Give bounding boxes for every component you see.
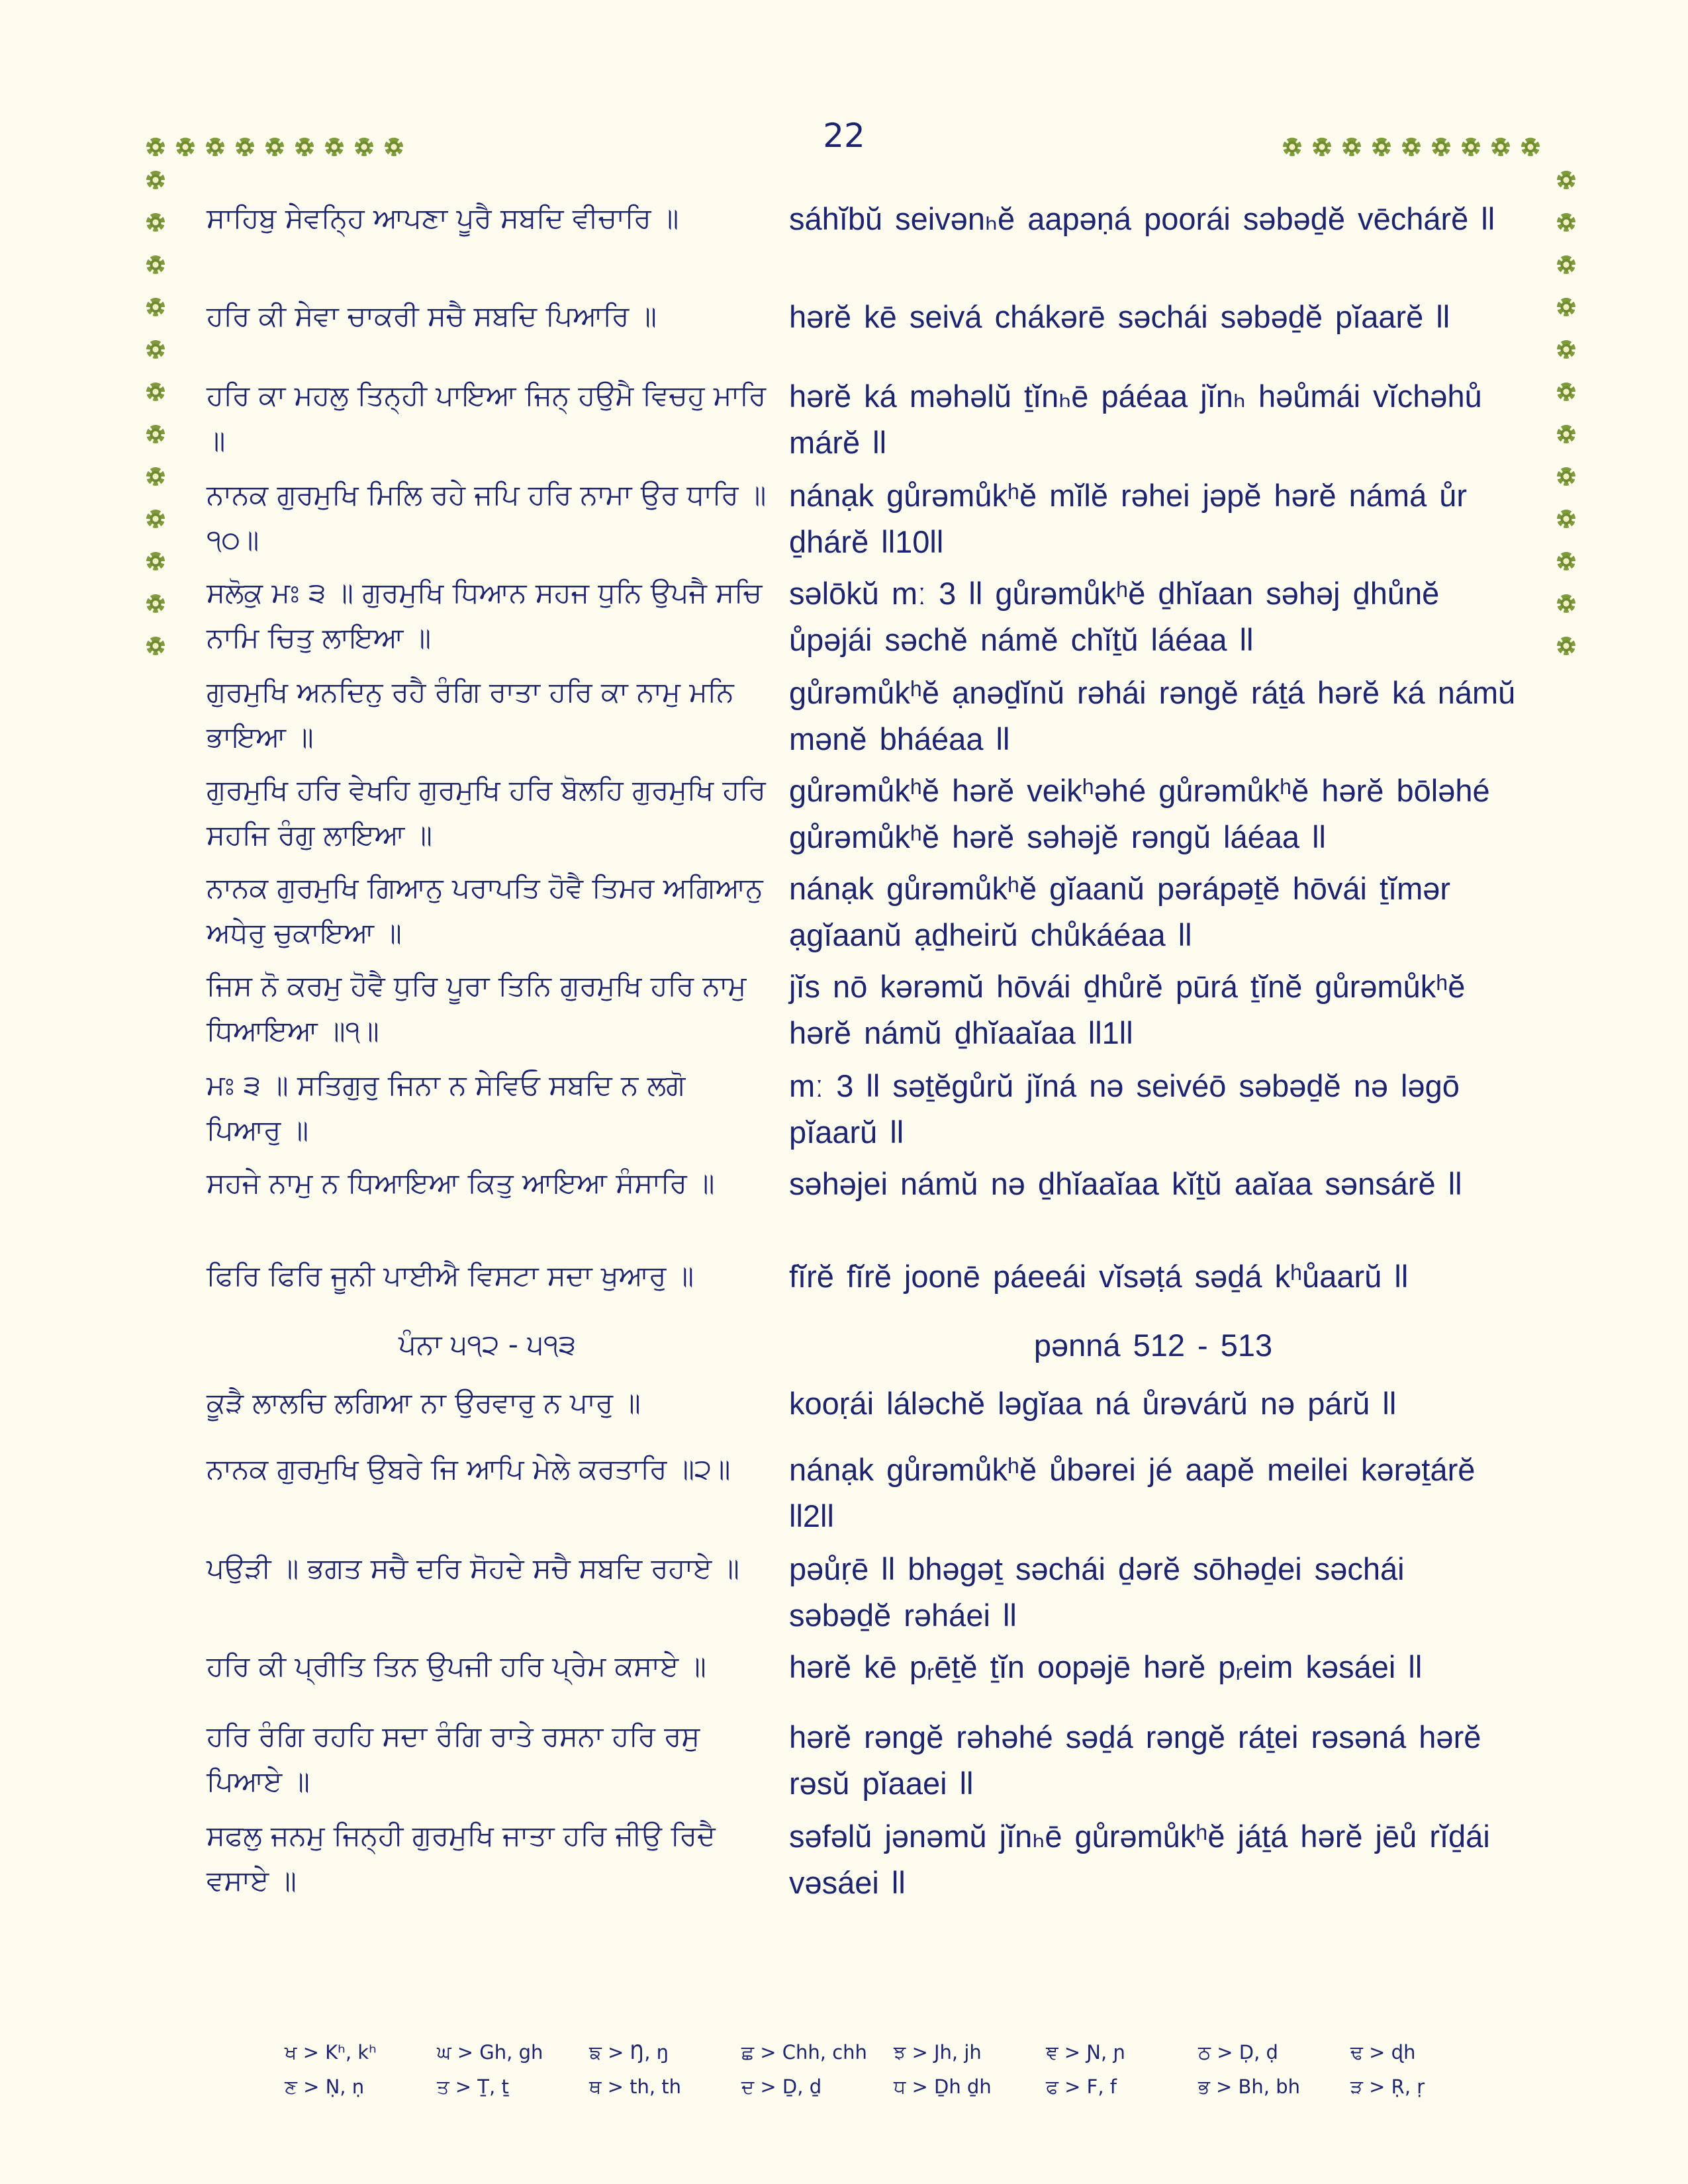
top-right-flower-border [1281,136,1542,158]
flower-ornament-icon [144,169,167,191]
flower-ornament-icon [144,592,167,615]
page-reference-transliteration: pənná 512 - 513 [1033,1328,1273,1363]
transliteration-line: kooṛái láləchĕ ləgĭaa ná ůrəvárŭ nə párŭ ll [789,1386,1397,1421]
legend-entry: ਠ > Ḍ, ḍ [1198,2040,1278,2064]
flower-ornament-icon [1370,136,1393,158]
flower-ornament-icon [144,211,167,234]
verse-row [207,196,1517,294]
legend-entry: ਭ > Bh, bh [1198,2075,1301,2098]
flower-ornament-icon [144,550,167,572]
verse-row [207,1161,1517,1253]
transliteration-line: səhəjei námŭ nə ḏhĭaaĭaa kĭṯŭ aaĭaa sənsárĕ ll [789,1166,1462,1201]
flower-ornament-icon [1555,423,1577,445]
page-reference-gurmukhi: ਪੰਨਾ ੫੧੨ - ੫੧੩ [399,1328,576,1361]
gurmukhi-line: ਹਰਿ ਕਾ ਮਹਲੁ ਤਿਨ੍ਹੀ ਪਾਇਆ ਜਿਨ੍ ਹਉਮੈ ਵਿਚਹੁ ਮਾਰਿ ॥ [207,379,767,457]
flower-ornament-icon [1555,550,1577,572]
legend-entry: ਘ > Gh, gh [437,2040,543,2064]
flower-ornament-icon [1460,136,1482,158]
verse-row [207,964,1517,1063]
legend-entry: ਝ > Jh, jh [894,2040,982,2064]
transliteration-line: fĭrĕ fĭrĕ joonē páeeái vĭsəṭá səḏá kʰůaarŭ ll [789,1259,1409,1294]
flower-ornament-icon [174,136,197,158]
top-left-flower-border [144,136,405,158]
legend-entry: ਫ > F, f [1046,2075,1117,2098]
verse-row [207,670,1517,768]
flower-ornament-icon [1281,136,1303,158]
flower-ornament-icon [293,136,316,158]
flower-ornament-icon [1430,136,1452,158]
transliteration-line: mː 3 ll səṯĕgůrŭ jĭná nə seivéō səbəḏĕ nə ləgō pĭaarŭ ll [789,1068,1460,1150]
flower-ornament-icon [144,253,167,276]
flower-ornament-icon [1555,169,1577,191]
flower-ornament-icon [1555,381,1577,403]
verse-row [207,1813,1517,1911]
flower-ornament-icon [1519,136,1542,158]
gurmukhi-line: ਸਾਹਿਬੁ ਸੇਵਨ੍ਹਿ ਆਪਣਾ ਪੂਰੈ ਸਬਦਿ ਵੀਚਾਰਿ ॥ [207,202,679,234]
gurmukhi-line: ਜਿਸ ਨੋ ਕਰਮੁ ਹੋਵੈ ਧੁਰਿ ਪੂਰਾ ਤਿਨਿ ਗੁਰਮੁਖਿ ਹਰਿ ਨਾਮੁ ਧਿਆਇਆ ॥੧॥ [207,970,747,1047]
gurmukhi-line: ਸਫਲੁ ਜਨਮੁ ਜਿਨ੍ਹੀ ਗੁਰਮੁਖਿ ਜਾਤਾ ਹਰਿ ਜੀਉ ਰਿਦੈ ਵਸਾਏ ॥ [207,1819,716,1897]
flower-ornament-icon [1555,592,1577,615]
transliteration-line: səfəlŭ jənəmŭ jĭnₕē gůrəmůkʰĕ jáṯá hərĕ jēů rĭḏái vəsáei ll [789,1819,1490,1900]
gurmukhi-line: ਸਹਜੇ ਨਾਮੁ ਨ ਧਿਆਇਆ ਕਿਤੁ ਆਇਆ ਸੰਸਾਰਿ ॥ [207,1167,715,1199]
flower-ornament-icon [144,508,167,530]
flower-ornament-icon [1400,136,1423,158]
gurmukhi-line: ਨਾਨਕ ਗੁਰਮੁਖਿ ਮਿਲਿ ਰਹੇ ਜਪਿ ਹਰਿ ਨਾਮਾ ਉਰ ਧਾਰਿ ॥੧੦॥ [207,478,767,556]
transliteration-line: hərĕ rənɡĕ rəhəhé səḏá rənɡĕ ráṯei rəsəná hərĕ rəsŭ pĭaaei ll [789,1719,1481,1801]
transliteration-line: pəůṛē ll bhəgəṯ səchái ḏərĕ sōhəḏei səchái səbəḏĕ rəháei ll [789,1551,1405,1633]
transliteration-line: gůrəmůkʰĕ ạnəḏĭnŭ rəhái rənɡĕ ráṯá hərĕ ká námŭ mənĕ bháéaa ll [789,675,1516,756]
transliteration-line: nánạk gůrəmůkʰĕ ůbərei jé aapĕ meilei kərəṯárĕ ll2ll [789,1452,1476,1533]
transliteration-line: hərĕ kē seivá chákərē səchái səbəḏĕ pĭaarĕ ll [789,299,1450,334]
flower-ornament-icon [144,136,167,158]
flower-ornament-icon [1555,211,1577,234]
legend-entry: ਙ > Ŋ, ŋ [589,2040,669,2064]
legend-entry: ਞ > Ɲ, ɲ [1046,2040,1126,2064]
legend-entry: ਢ > ɖh [1350,2040,1416,2064]
transliteration-key [285,2035,1503,2104]
transliteration-line: jĭs nō kərəmŭ hōvái ḏhůrĕ pūrá ṯĭnĕ gůrəmůkʰĕ hərĕ námŭ ḏhĭaaĭaa ll1ll [789,969,1466,1050]
flower-ornament-icon [1311,136,1333,158]
flower-ornament-icon [144,635,167,657]
verse-row [207,473,1517,570]
transliteration-line: səlōkŭ mː 3 ll gůrəmůkʰĕ ḏhĭaan səhəj ḏhůnĕ ůpəjái səchĕ námĕ chĭṯŭ láéaa ll [789,576,1440,657]
flower-ornament-icon [1340,136,1363,158]
legend-entry: ਛ > Chh, chh [741,2040,867,2064]
legend-entry: ਤ > Ṯ, ṯ [437,2075,509,2098]
verse-row [207,866,1517,964]
verse-row [207,1644,1517,1714]
verse-row [207,570,1517,670]
flower-ornament-icon [1555,508,1577,530]
legend-entry: ਥ > th, th [589,2075,682,2098]
gurmukhi-line: ਮਃ ੩ ॥ ਸਤਿਗੁਰੁ ਜਿਨਾ ਨ ਸੇਵਿਓ ਸਬਦਿ ਨ ਲਗੋ ਪਿਆਰੁ ॥ [207,1069,686,1146]
gurmukhi-line: ਗੁਰਮੁਖਿ ਹਰਿ ਵੇਖਹਿ ਗੁਰਮੁਖਿ ਹਰਿ ਬੋਲਹਿ ਗੁਰਮੁਖਿ ਹਰਿ ਸਹਜਿ ਰੰਗੁ ਲਾਇਆ ॥ [207,774,766,851]
flower-ornament-icon [1555,635,1577,657]
legend-entry: ਖ > Kʰ, kʰ [285,2040,377,2064]
flower-ornament-icon [323,136,346,158]
flower-ornament-icon [144,381,167,403]
gurmukhi-line: ਗੁਰਮੁਖਿ ਅਨਦਿਨੁ ਰਹੈ ਰੰਗਿ ਰਾਤਾ ਹਰਿ ਕਾ ਨਾਮੁ ਮਨਿ ਭਾਇਆ ॥ [207,676,734,753]
legend-entry: ਣ > Ṇ, ṇ [285,2075,365,2098]
verse-row [207,768,1517,866]
flower-ornament-icon [204,136,226,158]
flower-ornament-icon [234,136,256,158]
gurmukhi-line: ਨਾਨਕ ਗੁਰਮੁਖਿ ਗਿਆਨੁ ਪਰਾਪਤਿ ਹੋਵੈ ਤਿਮਰ ਅਗਿਆਨੁ ਅਧੇਰੁ ਚੁਕਾਇਆ ॥ [207,872,763,949]
flower-ornament-icon [383,136,405,158]
transliteration-line: nánạk gůrəmůkʰĕ gĭaanŭ pərápəṯĕ hōvái ṯĭmər ạgĭaanŭ ạḏheirŭ chůkáéaa ll [789,871,1451,952]
legend-entry: ਧ > Ḏh ḏh [894,2075,992,2098]
gurmukhi-line: ਸਲੋਕੁ ਮਃ ੩ ॥ ਗੁਰਮੁਖਿ ਧਿਆਨ ਸਹਜ ਧੁਨਿ ਉਪਜੈ ਸਚਿ ਨਾਮਿ ਚਿਤੁ ਲਾਇਆ ॥ [207,576,763,654]
flower-ornament-icon [1555,296,1577,318]
flower-ornament-icon [1555,253,1577,276]
legend-row [285,2070,1503,2104]
right-flower-border [1555,169,1577,657]
flower-ornament-icon [144,423,167,445]
legend-entry: ੜ > Ṛ, ṛ [1350,2075,1425,2098]
gurmukhi-line: ਪਉੜੀ ॥ ਭਗਤ ਸਚੈ ਦਰਿ ਸੋਹਦੇ ਸਚੈ ਸਬਦਿ ਰਹਾਏ ॥ [207,1552,739,1584]
verse-row [207,1063,1517,1161]
flower-ornament-icon [144,338,167,361]
transliteration-line: gůrəmůkʰĕ hərĕ veikʰəhé gůrəmůkʰĕ hərĕ bōləhé gůrəmůkʰĕ hərĕ səhəjĕ rənɡŭ láéaa ll [789,773,1490,854]
left-flower-border [144,169,167,657]
page-number: 22 [823,116,865,155]
flower-ornament-icon [144,465,167,488]
verse-row [207,1381,1517,1447]
flower-ornament-icon [1489,136,1512,158]
transliteration-line: nánạk gůrəmůkʰĕ mĭlĕ rəhei jəpĕ hərĕ námá ůr ḏhárĕ ll10ll [789,478,1468,559]
legend-row [285,2035,1503,2070]
gurmukhi-line: ਫਿਰਿ ਫਿਰਿ ਜੂਨੀ ਪਾਈਐ ਵਿਸਟਾ ਸਦਾ ਖੁਆਰੁ ॥ [207,1259,694,1292]
verse-table [207,196,1517,1911]
verse-row [207,1447,1517,1546]
legend-entry: ਦ > Ḏ, ḏ [741,2075,822,2098]
transliteration-line: hərĕ kē pᵣēṯĕ ṯĭn oopəjē hərĕ pᵣeim kəsáei ll [789,1649,1423,1684]
gurmukhi-line: ਨਾਨਕ ਗੁਰਮੁਖਿ ਉਬਰੇ ਜਿ ਆਪਿ ਮੇਲੇ ਕਰਤਾਰਿ ॥੨॥ [207,1453,731,1485]
flower-ornament-icon [263,136,286,158]
verse-row [207,294,1517,373]
gurmukhi-line: ਹਰਿ ਕੀ ਸੇਵਾ ਚਾਕਰੀ ਸਚੈ ਸਬਦਿ ਪਿਆਰਿ ॥ [207,300,657,332]
transliteration-line: sáhĭbŭ seivənₕĕ aapəṇá poorái səbəḏĕ vēchárĕ ll [789,201,1495,236]
flower-ornament-icon [353,136,375,158]
gurmukhi-line: ਹਰਿ ਰੰਗਿ ਰਹਹਿ ਸਦਾ ਰੰਗਿ ਰਾਤੇ ਰਸਨਾ ਹਰਿ ਰਸੁ ਪਿਆਏ ॥ [207,1720,700,1797]
flower-ornament-icon [1555,465,1577,488]
transliteration-line: hərĕ ká məhəlŭ ṯĭnₕē páéaa jĭnₕ həůmái vĭchəhů márĕ ll [789,379,1482,460]
gurmukhi-line: ਕੂੜੈ ਲਾਲਚਿ ਲਗਿਆ ਨਾ ਉਰਵਾਰੁ ਨ ਪਾਰੁ ॥ [207,1387,641,1419]
verse-row [207,1253,1517,1322]
verse-row [207,1714,1517,1813]
flower-ornament-icon [1555,338,1577,361]
flower-ornament-icon [144,296,167,318]
verse-row [207,373,1517,473]
verse-row [207,1546,1517,1644]
gurmukhi-line: ਹਰਿ ਕੀ ਪ੍ਰੀਤਿ ਤਿਨ ਉਪਜੀ ਹਰਿ ਪ੍ਰੇਮ ਕਸਾਏ ॥ [207,1650,706,1682]
page-reference-row [207,1322,1517,1381]
